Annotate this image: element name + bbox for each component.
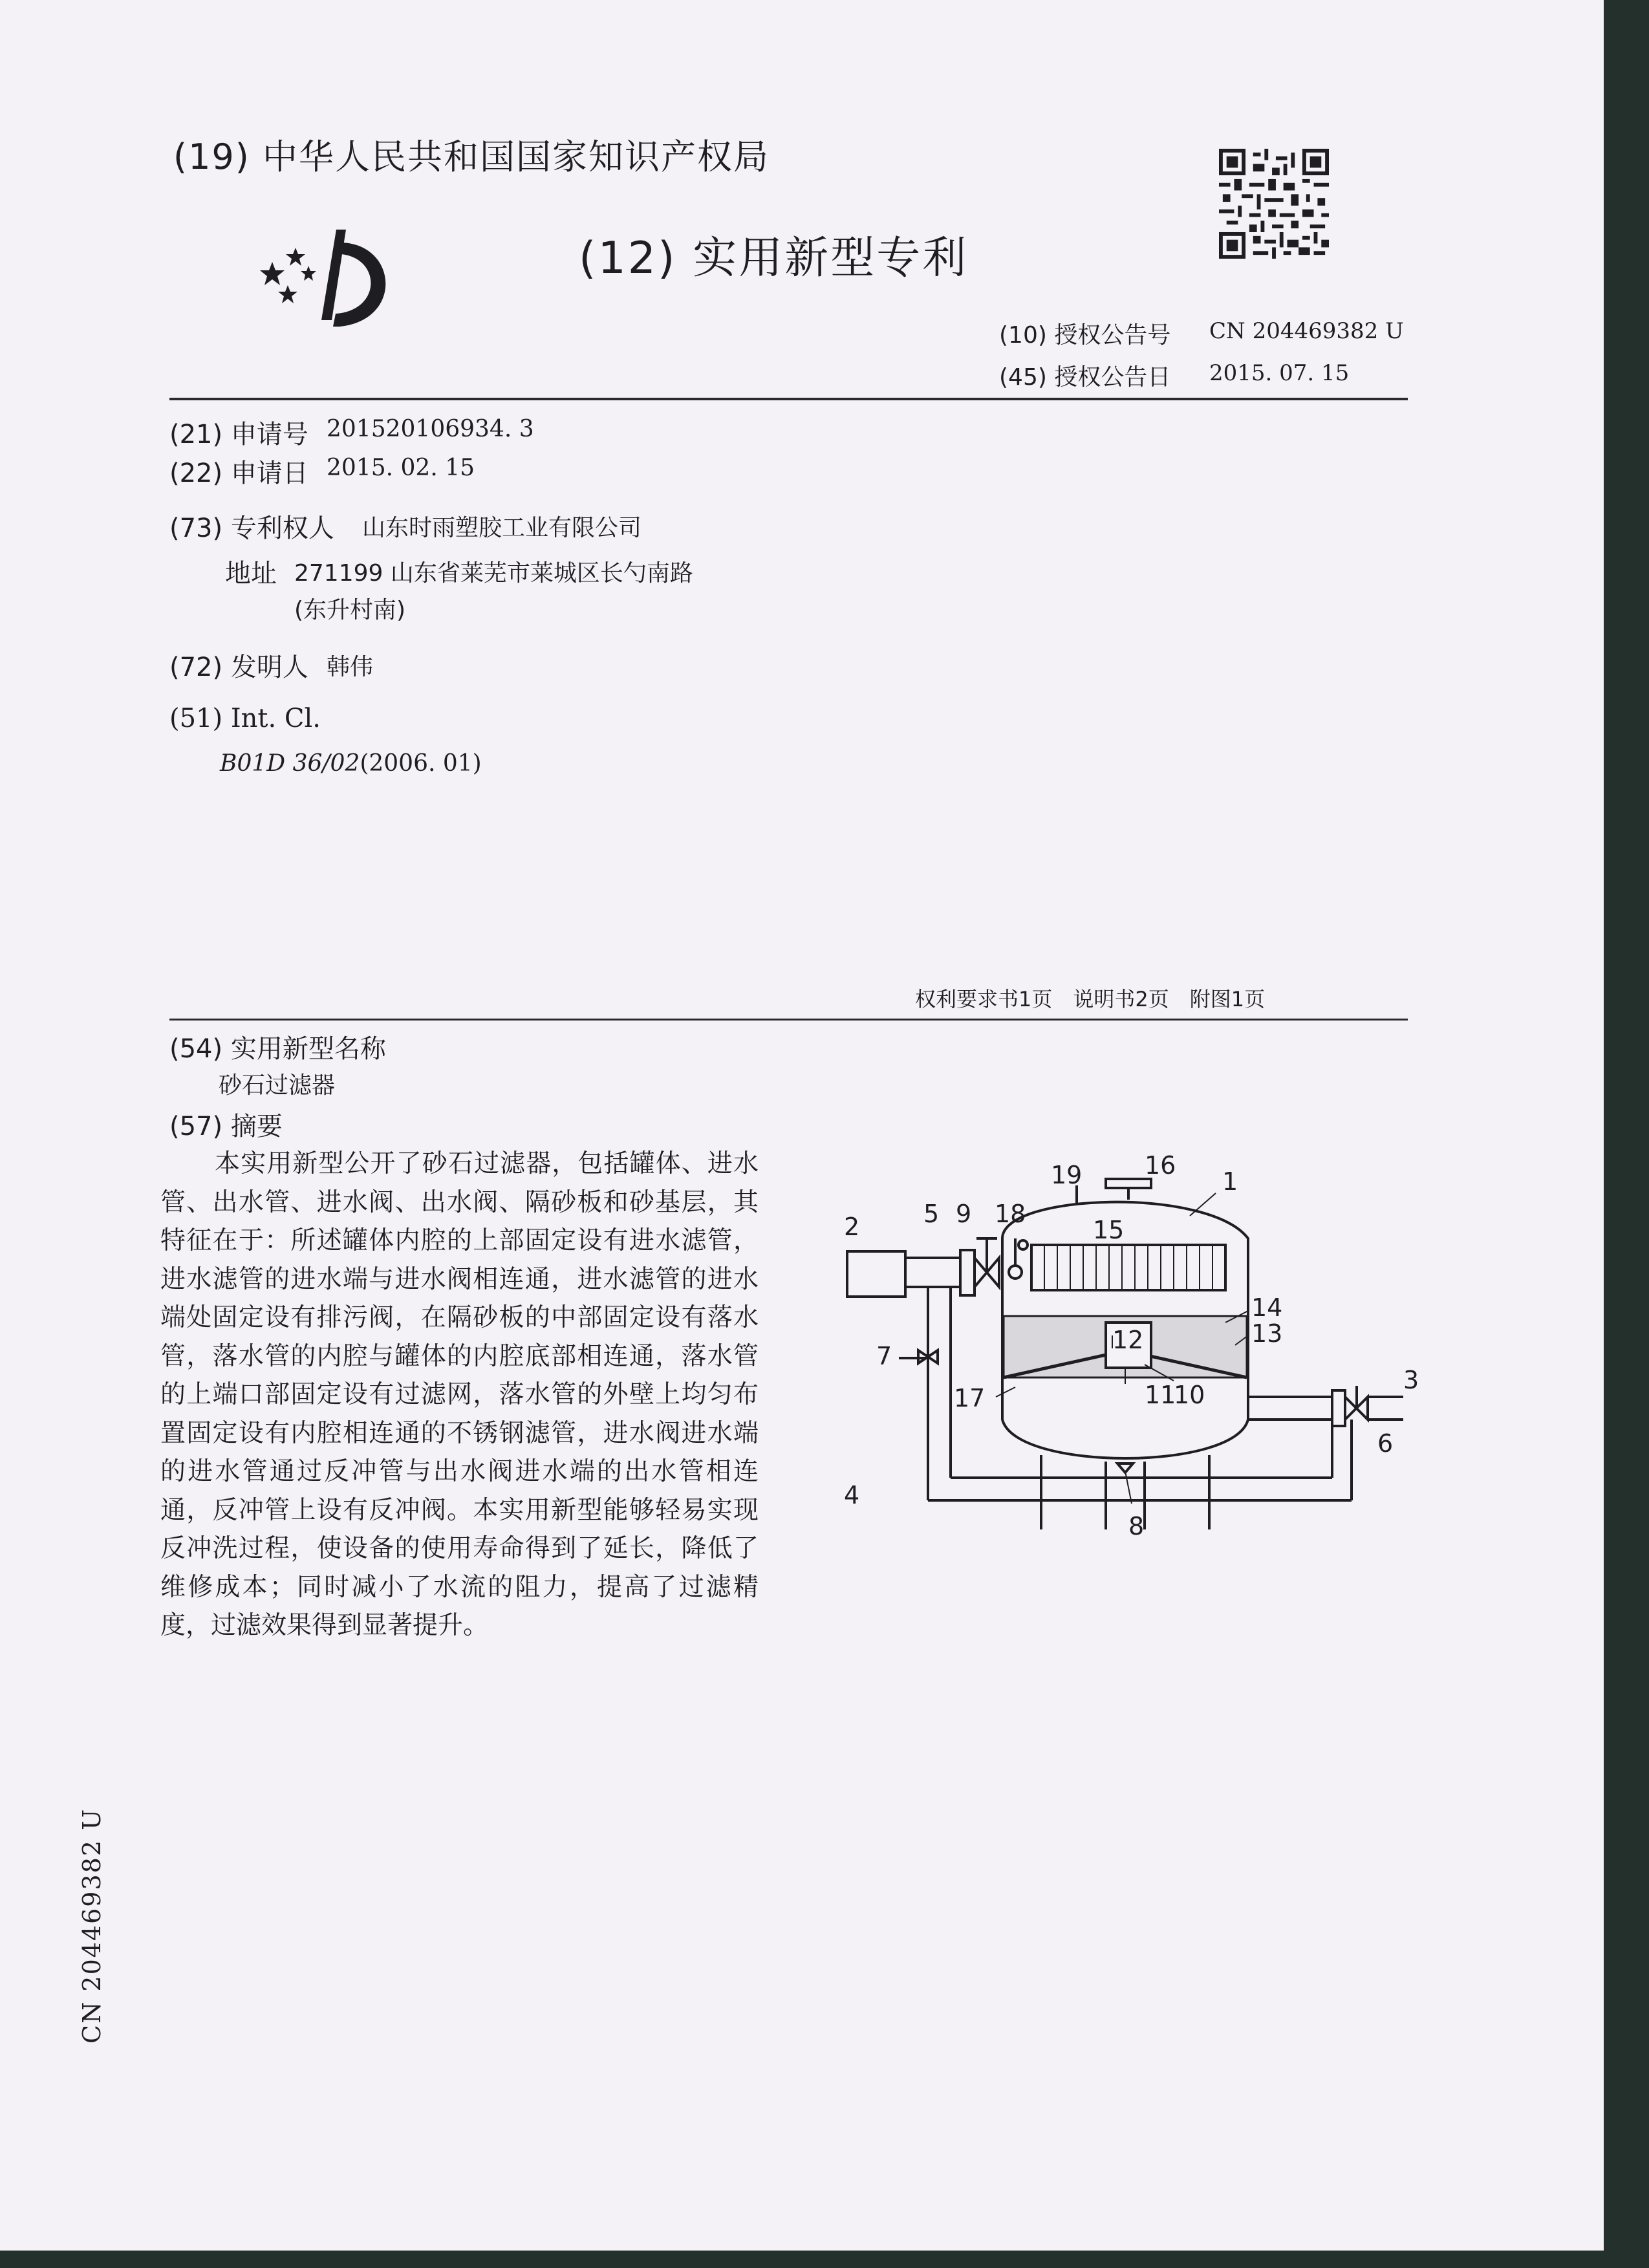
- scan-border-right: [1604, 0, 1649, 2268]
- figure-label: 15: [1093, 1216, 1125, 1244]
- figure-label: 12: [1112, 1326, 1144, 1354]
- figure-label: 14: [1251, 1293, 1283, 1322]
- header-divider: [169, 398, 1408, 400]
- application-date-label: (22) 申请日: [169, 459, 308, 488]
- application-number-label: (21) 申请号: [169, 420, 308, 449]
- patentee: 山东时雨塑胶工业有限公司: [362, 515, 642, 541]
- publication-date-label: (45) 授权公告日: [999, 364, 1171, 391]
- page-count-note: 权利要求书1页 说明书2页 附图1页: [915, 987, 1266, 1011]
- figure-label: 3: [1403, 1366, 1419, 1394]
- address: 271199 山东省莱芜市莱城区长勺南路: [294, 560, 693, 587]
- figure-label: 18: [995, 1200, 1026, 1228]
- scan-border-bottom: [0, 2251, 1649, 2268]
- int-cl-code: B01D 36/02(2006. 01): [220, 750, 482, 777]
- application-date: 2015. 02. 15: [327, 455, 475, 481]
- figure-label: 7: [876, 1342, 892, 1370]
- side-publication-number: CN 204469382 U: [78, 1808, 106, 2044]
- inventor-label: (72) 发明人: [169, 653, 308, 682]
- cnipa-logo-icon: [249, 223, 417, 340]
- figure-label: 4: [844, 1481, 860, 1509]
- patentee-label: (73) 专利权人: [169, 513, 334, 543]
- figure-label: 6: [1377, 1429, 1394, 1458]
- qr-code-icon: [1219, 149, 1329, 259]
- address-label: 地址: [225, 559, 277, 589]
- section-divider: [169, 1019, 1408, 1021]
- filter-drawing: [821, 1141, 1429, 1562]
- application-number: 201520106934. 3: [327, 416, 534, 442]
- document-kind: (12) 实用新型专利: [579, 233, 969, 284]
- figure-label: 16: [1145, 1151, 1176, 1180]
- abstract-text: 本实用新型公开了砂石过滤器，包括罐体、进水管、出水管、进水阀、出水阀、隔砂板和砂基层，其特征在于：所述罐体内腔的上部固定设有进水滤管，进水滤管的进水端与进水阀相连通，进水滤管的进水端处固定设有排污阀，在隔砂板的中部固定设有落水管，落水管的内腔与罐体的内腔底部相连通，落水管的上端口部固定设有过滤网，落水管的外壁上均匀布置固定设有内腔相连通的不锈钢滤管，进水阀进水端的进水管通过反冲管与出水阀进水端的出水管相连通，反冲管上设有反冲阀。本实用新型能够轻易实现反冲洗过程，使设备的使用寿命得到了延长，降低了维修成本；同时减小了水流的阻力，提高了过滤精度，过滤效果得到显著提升。: [160, 1149, 759, 1640]
- publication-date: 2015. 07. 15: [1209, 360, 1350, 386]
- figure-label: 11: [1145, 1381, 1176, 1409]
- inventor: 韩伟: [327, 654, 374, 680]
- publication-number: CN 204469382 U: [1209, 318, 1404, 344]
- figure-label: 9: [956, 1200, 972, 1228]
- figure-label: 1: [1222, 1167, 1238, 1196]
- figure-label: 8: [1128, 1512, 1145, 1540]
- figure-label: 10: [1174, 1381, 1205, 1409]
- abstract-label: (57) 摘要: [169, 1112, 283, 1141]
- office-name: (19) 中华人民共和国国家知识产权局: [173, 136, 770, 177]
- figure-label: 17: [954, 1384, 986, 1412]
- figure-label: 2: [844, 1213, 860, 1241]
- int-cl-label: (51) Int. Cl.: [169, 704, 321, 733]
- figure-label: 19: [1051, 1161, 1083, 1189]
- utility-model-name-label: (54) 实用新型名称: [169, 1034, 386, 1064]
- address-continued: (东升村南): [294, 597, 406, 623]
- figure-label: 5: [923, 1200, 940, 1228]
- publication-number-label: (10) 授权公告号: [999, 322, 1171, 349]
- figure-label: 13: [1251, 1319, 1283, 1348]
- utility-model-name: 砂石过滤器: [219, 1072, 336, 1099]
